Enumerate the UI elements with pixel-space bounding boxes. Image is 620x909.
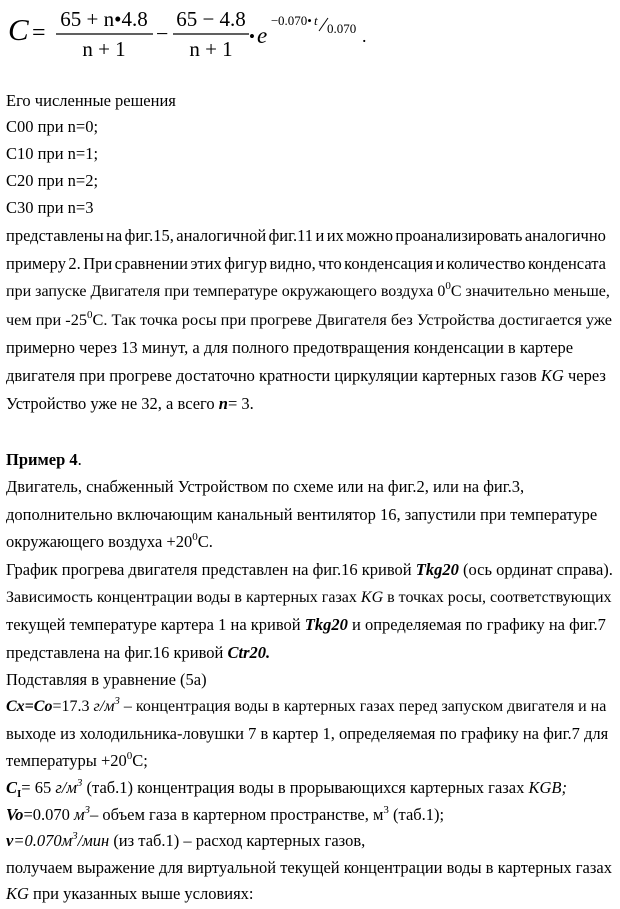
formula-minus: − [156, 21, 169, 46]
fraction1-numerator: 65 + n•4.8 [60, 7, 148, 31]
solution-c00: С00 при n=0; [6, 117, 99, 136]
para3-line1: График прогрева двигателя представлен на фиг.16 кривой Tkg20 (ось ординат справа). [6, 560, 613, 579]
cx-definition-line1: Cx=Co=17.3 $г/м^3$ – концентрация воды в картерных газах перед запуском двигателя и на [6, 695, 607, 715]
para3-line4: представлена на фиг.16 кривой Ctr20. [6, 643, 271, 662]
para2-line2: дополнительно включающим канальный вентилятор 16, запустили при температуре [6, 505, 598, 524]
para2-line1: Двигатель, снабженный Устройством по схеме или на фиг.2, или на фиг.3, [6, 477, 525, 496]
vo-definition: Vo=0.070 $м^3-$ объем газа в картерном пространстве, $м^3$ (таб.1); [6, 804, 445, 824]
solutions-intro: Его численные решения [6, 91, 176, 110]
substitution-intro: Подставляя в уравнение (5а) [6, 670, 207, 689]
fraction2-denominator: n + 1 [189, 37, 233, 61]
formula-dot: • [249, 27, 255, 46]
para2-line3: окружающего воздуха $+20^0С$. [6, 531, 213, 551]
para1-line3: при запуске Двигателя при температуре окружающего воздуха $0^0С$ значительно меньше, [6, 280, 610, 300]
para3-line3: текущей температуре картера 1 на кривой Tkg20 и определяемая по графику на фиг.7 [6, 615, 606, 634]
para1-line7: Устройство уже не 32, а всего n= 3. [6, 394, 254, 413]
exponent-minus: − [271, 13, 279, 28]
para1-line4: чем при $-25^0С$. Так точка росы при прогреве Двигателя без Устройства достигается уже [6, 309, 613, 329]
para1-line1: представлены на фиг.15, аналогичной фиг.11 и их можно проанализировать аналогично [6, 226, 606, 245]
formula-exp-base: e [257, 23, 268, 48]
cx-definition-line2: выходе из холодильника-ловушки 7 в картер 1, определяемая по графику на фиг.7 для [6, 724, 609, 743]
exponent-coefficient: 0.070• [278, 13, 312, 28]
v-definition: $v=0.070м^3$/мин (из таб.1) – расход картерных газов, [6, 830, 366, 850]
solution-c30: С30 при n=3 [6, 198, 94, 217]
solution-c20: С20 при n=2; [6, 171, 99, 190]
para3-line2: Зависимость концентрации воды в картерных газах KG в точках росы, соответствующих [6, 589, 612, 606]
para1-line6: двигателя при прогреве достаточно кратности циркуляции картерных газов KG через [6, 366, 606, 385]
concentration-formula [6, 4, 606, 64]
exponent-divisor: 0.070 [327, 21, 357, 36]
para1-line5: примерно через 13 минут, а для полного предотвращения конденсации в картере [6, 338, 574, 357]
cx-definition-line3: температуры $+20^0С$; [6, 750, 148, 770]
ci-definition: $C_I= 65$ $г/м^3$ (таб.1) концентрация воды в прорывающихся картерных газах KGB; [6, 777, 567, 800]
final-line2: KG при указанных выше условиях: [6, 884, 254, 903]
exponent-time: t [314, 13, 318, 28]
formula-equals: = [32, 20, 46, 46]
formula-lhs: C [8, 12, 29, 47]
fraction1-denominator: n + 1 [82, 37, 126, 61]
solution-c10: С10 при n=1; [6, 144, 99, 163]
fraction2-numerator: 65 − 4.8 [176, 7, 246, 31]
example-heading: Пример 4. [6, 450, 82, 469]
formula-period: . [362, 26, 367, 46]
para1-line2: примеру 2. При сравнении этих фигур видно, что конденсация и количество конденсата [6, 254, 606, 273]
final-line1: получаем выражение для виртуальной текущей концентрации воды в картерных газах [6, 858, 612, 877]
